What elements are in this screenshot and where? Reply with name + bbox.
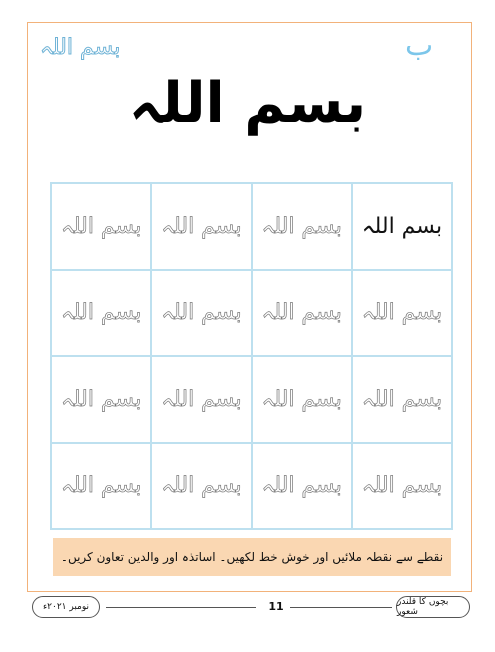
- tracing-cell: بسم اللہ: [51, 443, 151, 530]
- example-cell: بسم اللہ: [352, 183, 452, 270]
- corner-letter-bay: ب: [405, 28, 434, 63]
- tracing-cell: بسم اللہ: [352, 270, 452, 357]
- tracing-cell: بسم اللہ: [151, 443, 251, 530]
- tracing-cell: بسم اللہ: [352, 356, 452, 443]
- tracing-cell: بسم اللہ: [252, 356, 352, 443]
- tracing-cell: بسم اللہ: [51, 270, 151, 357]
- tracing-cell: بسم اللہ: [51, 356, 151, 443]
- tracing-cell: بسم اللہ: [252, 443, 352, 530]
- tracing-cell: بسم اللہ: [151, 270, 251, 357]
- tracing-cell: بسم اللہ: [252, 183, 352, 270]
- issue-date-badge: نومبر ۲۰۲۱ء: [32, 596, 100, 618]
- tracing-cell: بسم اللہ: [352, 443, 452, 530]
- tracing-cell: بسم اللہ: [151, 356, 251, 443]
- footer-rule-left: [106, 607, 256, 608]
- page-title: بسم اللہ: [128, 71, 367, 136]
- tracing-cell: بسم اللہ: [51, 183, 151, 270]
- footer-rule-right: [290, 607, 392, 608]
- magazine-name-badge: بچوں کا قلندر شعور: [396, 596, 470, 618]
- corner-bismillah-outline: بسم اللہ: [40, 35, 121, 60]
- tracing-cell: بسم اللہ: [151, 183, 251, 270]
- instruction-banner: نقطے سے نقطہ ملائیں اور خوش خط لکھیں۔ اساتذہ اور والدین تعاون کریں۔: [53, 538, 451, 576]
- page-footer: [28, 596, 470, 620]
- tracing-grid: [50, 182, 453, 530]
- page-number: 11: [268, 600, 284, 613]
- tracing-cell: بسم اللہ: [252, 270, 352, 357]
